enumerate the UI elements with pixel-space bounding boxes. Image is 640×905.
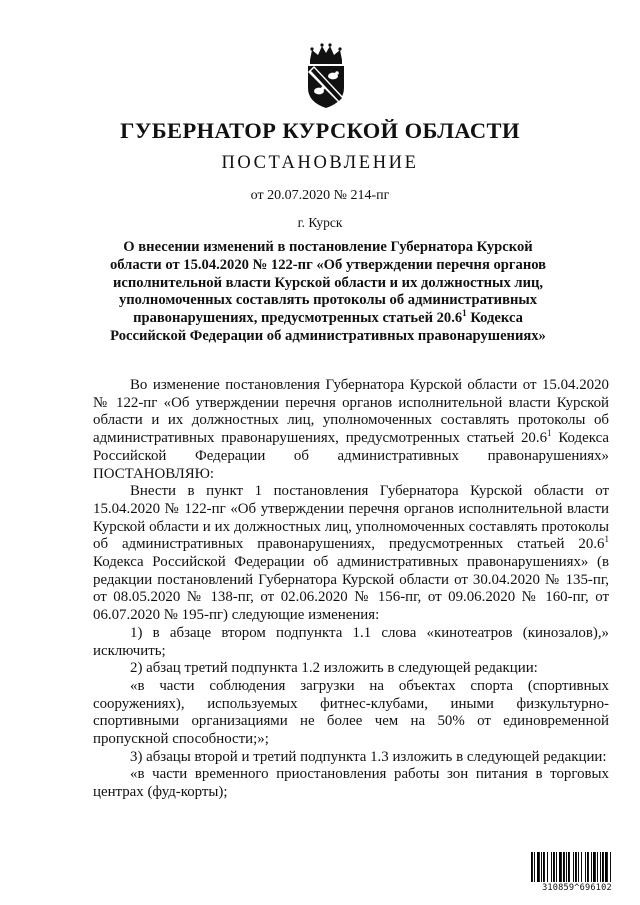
paragraph-item-3-text: «в части временного приостановления работы зон питания в торговых центрах (фуд-корты); xyxy=(93,766,609,801)
document-city: г. Курск xyxy=(297,215,343,230)
coat-of-arms-icon xyxy=(300,42,352,110)
paragraph-resolution xyxy=(93,483,609,625)
paragraph-text: Во изменение постановления Губернатора Курской области от 15.04.2020 № 122-пг «Об утверждении перечня органов исполнительной власти Курской области и их должностных лиц, уполномоченных составлять протоколы об административных правонарушениях, предусмотренных статьей 20.6 xyxy=(93,377,609,447)
superscript: 1 xyxy=(547,428,552,439)
paragraph-text: Кодекса Российской Федерации об административных правонарушениях» ПОСТАНОВЛЯЮ: xyxy=(93,430,609,482)
paragraph-text: Кодекса Российской Федерации об административных правонарушениях» (в редакции постановлений Губернатора Курской области от 30.04.2020 № 135-пг, от 08.05.2020 № 138-пг, от 02.06.2020 № 156-пг, от 09.06.2020 № 160-пг, от 06.07.2020 № 195-пг) следующие изменения: xyxy=(93,554,609,624)
document-type: ПОСТАНОВЛЕНИЕ xyxy=(221,153,419,173)
document-heading xyxy=(96,239,560,346)
paragraph-item-1: 1) в абзаце втором подпункта 1.1 слова «кинотеатров (кинозалов),» исключить; xyxy=(93,624,609,659)
document-date-number: от 20.07.2020 № 214-пг xyxy=(250,188,390,203)
barcode-number: 310859^696102 xyxy=(542,883,612,893)
heading-superscript: 1 xyxy=(462,308,467,319)
paragraph-preamble xyxy=(93,377,609,483)
paragraph-item-2-text: «в части соблюдения загрузки на объектах спорта (спортивных сооружениях), используемых фитнес-клубами, иными физкультурно-спортивными организациями не более чем на 50% от единовременной пропускной способности;»; xyxy=(93,677,609,748)
heading-text-part1: О внесении изменений в постановление Губернатора Курской области от 15.04.2020 № 122-пг «Об утверждении перечня органов исполнительной власти Курской области и их должностных лиц, уполномоченных составлять протоколы об административных правонарушениях, предусмотренных статьей 20.6 xyxy=(109,239,547,327)
superscript: 1 xyxy=(604,534,609,545)
governor-title: ГУБЕРНАТОР КУРСКОЙ ОБЛАСТИ xyxy=(120,118,520,143)
heading-text-part2: Кодекса Российской Федерации об административных правонарушениях» xyxy=(110,310,546,344)
paragraph-item-2: 2) абзац третий подпункта 1.2 изложить в следующей редакции: xyxy=(130,660,538,677)
document-body xyxy=(93,377,609,802)
paragraph-item-3: 3) абзацы второй и третий подпункта 1.3 изложить в следующей редакции: xyxy=(130,748,607,765)
paragraph-text: Внести в пункт 1 постановления Губернатора Курской области от 15.04.2020 № 122-пг «Об утверждении перечня органов исполнительной власти Курской области и их должностных лиц, уполномоченных составлять протоколы об административных правонарушениях, предусмотренных статьей 20.6 xyxy=(93,483,609,553)
barcode-icon xyxy=(531,852,623,882)
